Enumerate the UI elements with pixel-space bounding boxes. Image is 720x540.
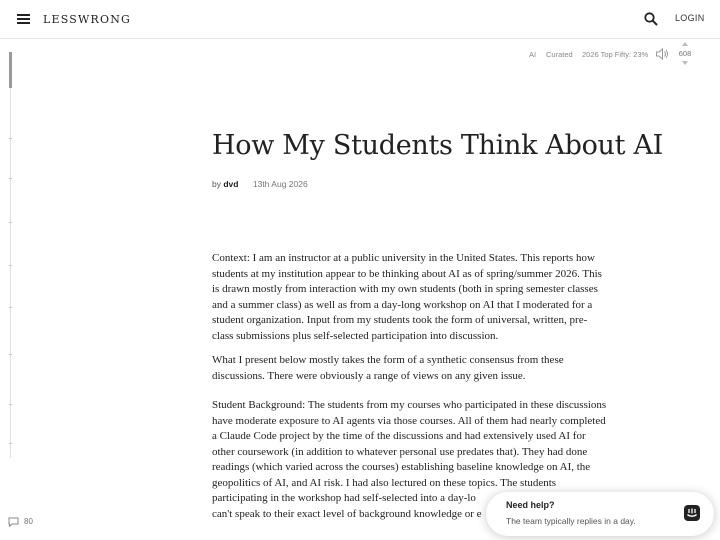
- vote-count: 608: [678, 49, 692, 58]
- search-icon[interactable]: [644, 12, 658, 26]
- text-line: and a summer class) as well as from a day-long workshop on AI that I moderated for a: [212, 298, 593, 311]
- tag-curated[interactable]: Curated: [546, 50, 573, 59]
- toc-active-marker[interactable]: [9, 52, 12, 88]
- text-line: readings (which varied across the courses) establishing baseline knowledge on AI, the: [212, 461, 591, 473]
- vote-widget: [675, 42, 695, 65]
- text-line: discussions. There were obviously a range of views on any given issue.: [212, 369, 526, 382]
- byline-by: by: [212, 179, 221, 189]
- chat-subtitle: The team typically replies in a day.: [506, 516, 636, 526]
- top-fifty-badge[interactable]: 2026 Top Fifty: 23%: [582, 50, 649, 59]
- text-line: can't speak to their exact level of background knowledge or e: [212, 507, 482, 520]
- text-line: geopolitics of AI, and AI risk. I had also lectured on these topics. The students: [212, 476, 557, 489]
- text-line: a Claude Code project by the time of the discussions and had extensively used AI for: [212, 430, 586, 442]
- hamburger-menu-icon[interactable]: [17, 14, 30, 24]
- text-line: have moderate exposure to AI agents via those courses. All of them had nearly completed: [212, 414, 606, 427]
- comment-bubble-icon: [8, 517, 19, 527]
- paragraph-synthesis: [212, 353, 632, 384]
- text-line: participating in the workshop had self-selected into a day-lo: [212, 492, 476, 504]
- downvote-arrow-icon[interactable]: [682, 61, 688, 65]
- chat-title: Need help?: [506, 500, 555, 510]
- text-line: student organization. Input from my students took the form of universal, written, pre-: [212, 314, 588, 326]
- comment-count: 80: [24, 517, 33, 527]
- toc-tick[interactable]: [9, 138, 12, 139]
- top-header: [0, 0, 720, 39]
- help-chat-widget[interactable]: [486, 492, 714, 536]
- author-link[interactable]: dvd: [223, 179, 239, 189]
- text-line: class submissions plus self-selected participation into discussion.: [212, 329, 499, 342]
- toc-tick[interactable]: [9, 222, 12, 223]
- text-line: other coursework (in addition to whatever personal use predates that). They had done: [212, 445, 588, 458]
- site-brand[interactable]: LESSWRONG: [43, 13, 132, 26]
- login-button[interactable]: LOGIN: [675, 13, 705, 23]
- comments-link[interactable]: [8, 517, 33, 527]
- speaker-icon[interactable]: [655, 47, 669, 61]
- toc-tick[interactable]: [9, 404, 12, 405]
- toc-tick[interactable]: [9, 265, 12, 266]
- chat-bubble-icon[interactable]: [683, 504, 701, 522]
- upvote-arrow-icon[interactable]: [682, 42, 688, 46]
- toc-rail: [10, 52, 11, 458]
- text-line: Context: I am an instructor at a public university in the United States. This reports how: [212, 252, 595, 264]
- post-body: [212, 251, 632, 531]
- toc-tick[interactable]: [9, 443, 12, 444]
- text-line: Student Background: The students from my courses who participated in these discussions: [212, 399, 607, 411]
- toc-tick[interactable]: [9, 354, 12, 355]
- tag-ai[interactable]: AI: [529, 50, 537, 59]
- toc-tick[interactable]: [9, 307, 12, 308]
- byline: [212, 179, 308, 189]
- text-line: What I present below mostly takes the form of a synthetic consensus from these: [212, 354, 564, 366]
- post-title: How My Students Think About AI: [212, 130, 664, 161]
- paragraph-context: [212, 251, 632, 344]
- text-line: students at my institution appear to be thinking about AI as of spring/summer 2026. This: [212, 267, 602, 280]
- post-date[interactable]: 13th Aug 2026: [252, 179, 308, 189]
- toc-tick[interactable]: [9, 178, 12, 179]
- text-line: is drawn mostly from interaction with my own students (both in spring semester classes: [212, 283, 598, 295]
